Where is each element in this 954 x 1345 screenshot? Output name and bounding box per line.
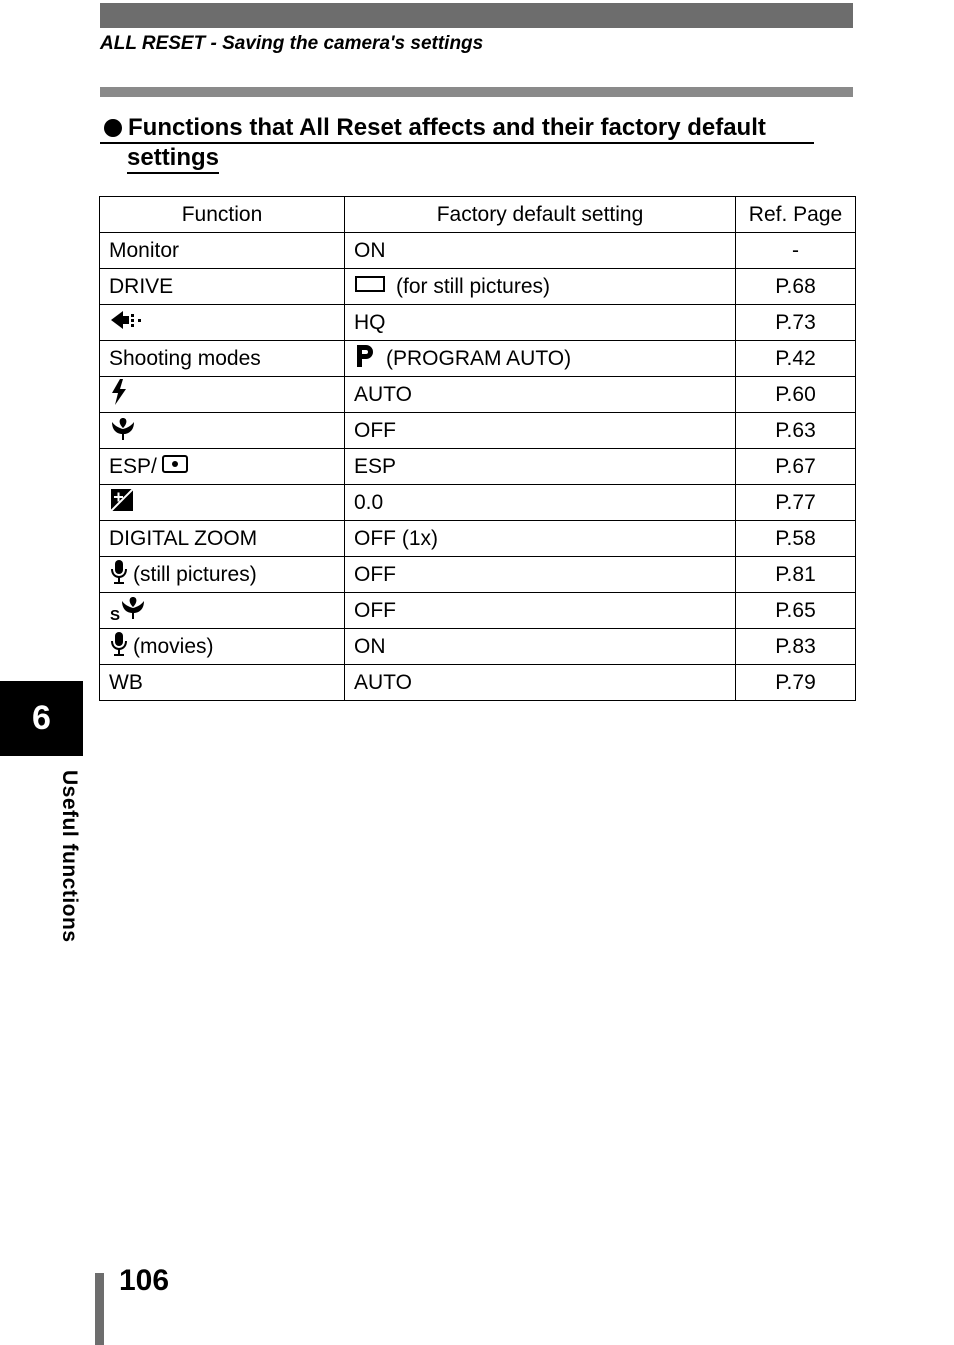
table-row bbox=[100, 665, 856, 701]
macro-icon bbox=[109, 414, 137, 448]
ref-page-cell: P.67 bbox=[736, 449, 856, 485]
function-label: DRIVE bbox=[109, 274, 174, 298]
ref-page-cell: P.81 bbox=[736, 557, 856, 593]
column-header-setting: Factory default setting bbox=[345, 197, 736, 233]
setting-value: OFF (1x) bbox=[354, 526, 438, 550]
setting-value: ON bbox=[354, 238, 386, 262]
function-cell bbox=[100, 413, 345, 449]
microphone-icon bbox=[109, 630, 129, 664]
function-label: WB bbox=[109, 670, 143, 694]
exposure-compensation-icon bbox=[109, 487, 135, 519]
section-divider bbox=[100, 87, 853, 97]
program-p-icon bbox=[354, 343, 376, 375]
function-label: ESP/ bbox=[109, 454, 157, 478]
ref-page-cell: - bbox=[736, 233, 856, 269]
table-row bbox=[100, 485, 856, 521]
table-row bbox=[100, 341, 856, 377]
table-row bbox=[100, 305, 856, 341]
microphone-icon bbox=[109, 558, 129, 592]
function-cell bbox=[100, 377, 345, 413]
setting-cell bbox=[345, 485, 736, 521]
factory-defaults-table bbox=[99, 196, 856, 701]
setting-cell bbox=[345, 449, 736, 485]
setting-value: 0.0 bbox=[354, 490, 384, 514]
setting-value: ESP bbox=[354, 454, 397, 478]
setting-cell bbox=[345, 521, 736, 557]
function-cell bbox=[100, 449, 345, 485]
section-heading bbox=[100, 114, 860, 174]
section-heading-line1: Functions that All Reset affects and their factory default bbox=[128, 114, 766, 141]
function-cell bbox=[100, 629, 345, 665]
setting-cell bbox=[345, 377, 736, 413]
setting-value: AUTO bbox=[354, 670, 412, 694]
table-row bbox=[100, 233, 856, 269]
ref-page-cell: P.79 bbox=[736, 665, 856, 701]
page-number-bar bbox=[95, 1273, 104, 1345]
setting-cell bbox=[345, 557, 736, 593]
setting-value: ON bbox=[354, 634, 386, 658]
setting-cell bbox=[345, 413, 736, 449]
table-row bbox=[100, 593, 856, 629]
section-heading-line2: settings bbox=[127, 144, 219, 174]
function-cell bbox=[100, 521, 345, 557]
function-label: DIGITAL ZOOM bbox=[109, 526, 258, 550]
chapter-label: Useful functions bbox=[58, 770, 81, 943]
table-row bbox=[100, 413, 856, 449]
setting-value: OFF bbox=[354, 598, 396, 622]
setting-value: OFF bbox=[354, 418, 396, 442]
table-row bbox=[100, 629, 856, 665]
spot-metering-icon bbox=[161, 454, 189, 480]
table-row bbox=[100, 521, 856, 557]
setting-cell bbox=[345, 305, 736, 341]
setting-cell bbox=[345, 593, 736, 629]
ref-page-cell: P.60 bbox=[736, 377, 856, 413]
ref-page-cell: P.68 bbox=[736, 269, 856, 305]
function-cell bbox=[100, 557, 345, 593]
column-header-ref-page: Ref. Page bbox=[736, 197, 856, 233]
setting-value: (PROGRAM AUTO) bbox=[386, 346, 572, 370]
ref-page-cell: P.73 bbox=[736, 305, 856, 341]
function-label: (still pictures) bbox=[133, 562, 257, 586]
ref-page-cell: P.77 bbox=[736, 485, 856, 521]
flash-icon bbox=[109, 378, 129, 412]
setting-cell bbox=[345, 629, 736, 665]
function-cell bbox=[100, 305, 345, 341]
function-label: (movies) bbox=[133, 634, 214, 658]
page-header-title: ALL RESET - Saving the camera's settings bbox=[100, 33, 484, 54]
function-label: Shooting modes bbox=[109, 346, 261, 370]
setting-value: AUTO bbox=[354, 382, 412, 406]
svg-text:S: S bbox=[110, 606, 121, 622]
function-cell bbox=[100, 665, 345, 701]
setting-cell bbox=[345, 233, 736, 269]
function-cell bbox=[100, 341, 345, 377]
page-number: 106 bbox=[119, 1264, 170, 1297]
chapter-number: 6 bbox=[32, 699, 51, 737]
chapter-tab bbox=[0, 681, 83, 756]
function-label: Monitor bbox=[109, 238, 180, 262]
ref-page-cell: P.65 bbox=[736, 593, 856, 629]
ref-page-cell: P.58 bbox=[736, 521, 856, 557]
setting-value: (for still pictures) bbox=[396, 274, 551, 298]
setting-value: HQ bbox=[354, 310, 386, 334]
ref-page-cell: P.42 bbox=[736, 341, 856, 377]
setting-cell bbox=[345, 341, 736, 377]
function-cell bbox=[100, 593, 345, 629]
single-frame-icon bbox=[354, 274, 386, 300]
ref-page-cell: P.63 bbox=[736, 413, 856, 449]
function-cell bbox=[100, 269, 345, 305]
super-macro-icon bbox=[109, 594, 147, 628]
function-cell bbox=[100, 485, 345, 521]
setting-value: OFF bbox=[354, 562, 396, 586]
bullet-icon bbox=[104, 119, 122, 137]
table-row bbox=[100, 377, 856, 413]
column-header-function: Function bbox=[100, 197, 345, 233]
table-header-row bbox=[100, 197, 856, 233]
table-row bbox=[100, 557, 856, 593]
setting-cell bbox=[345, 269, 736, 305]
table-row bbox=[100, 449, 856, 485]
ref-page-cell: P.83 bbox=[736, 629, 856, 665]
header-bar bbox=[100, 3, 853, 28]
function-cell bbox=[100, 233, 345, 269]
record-mode-icon bbox=[109, 308, 145, 338]
setting-cell bbox=[345, 665, 736, 701]
table-row bbox=[100, 269, 856, 305]
